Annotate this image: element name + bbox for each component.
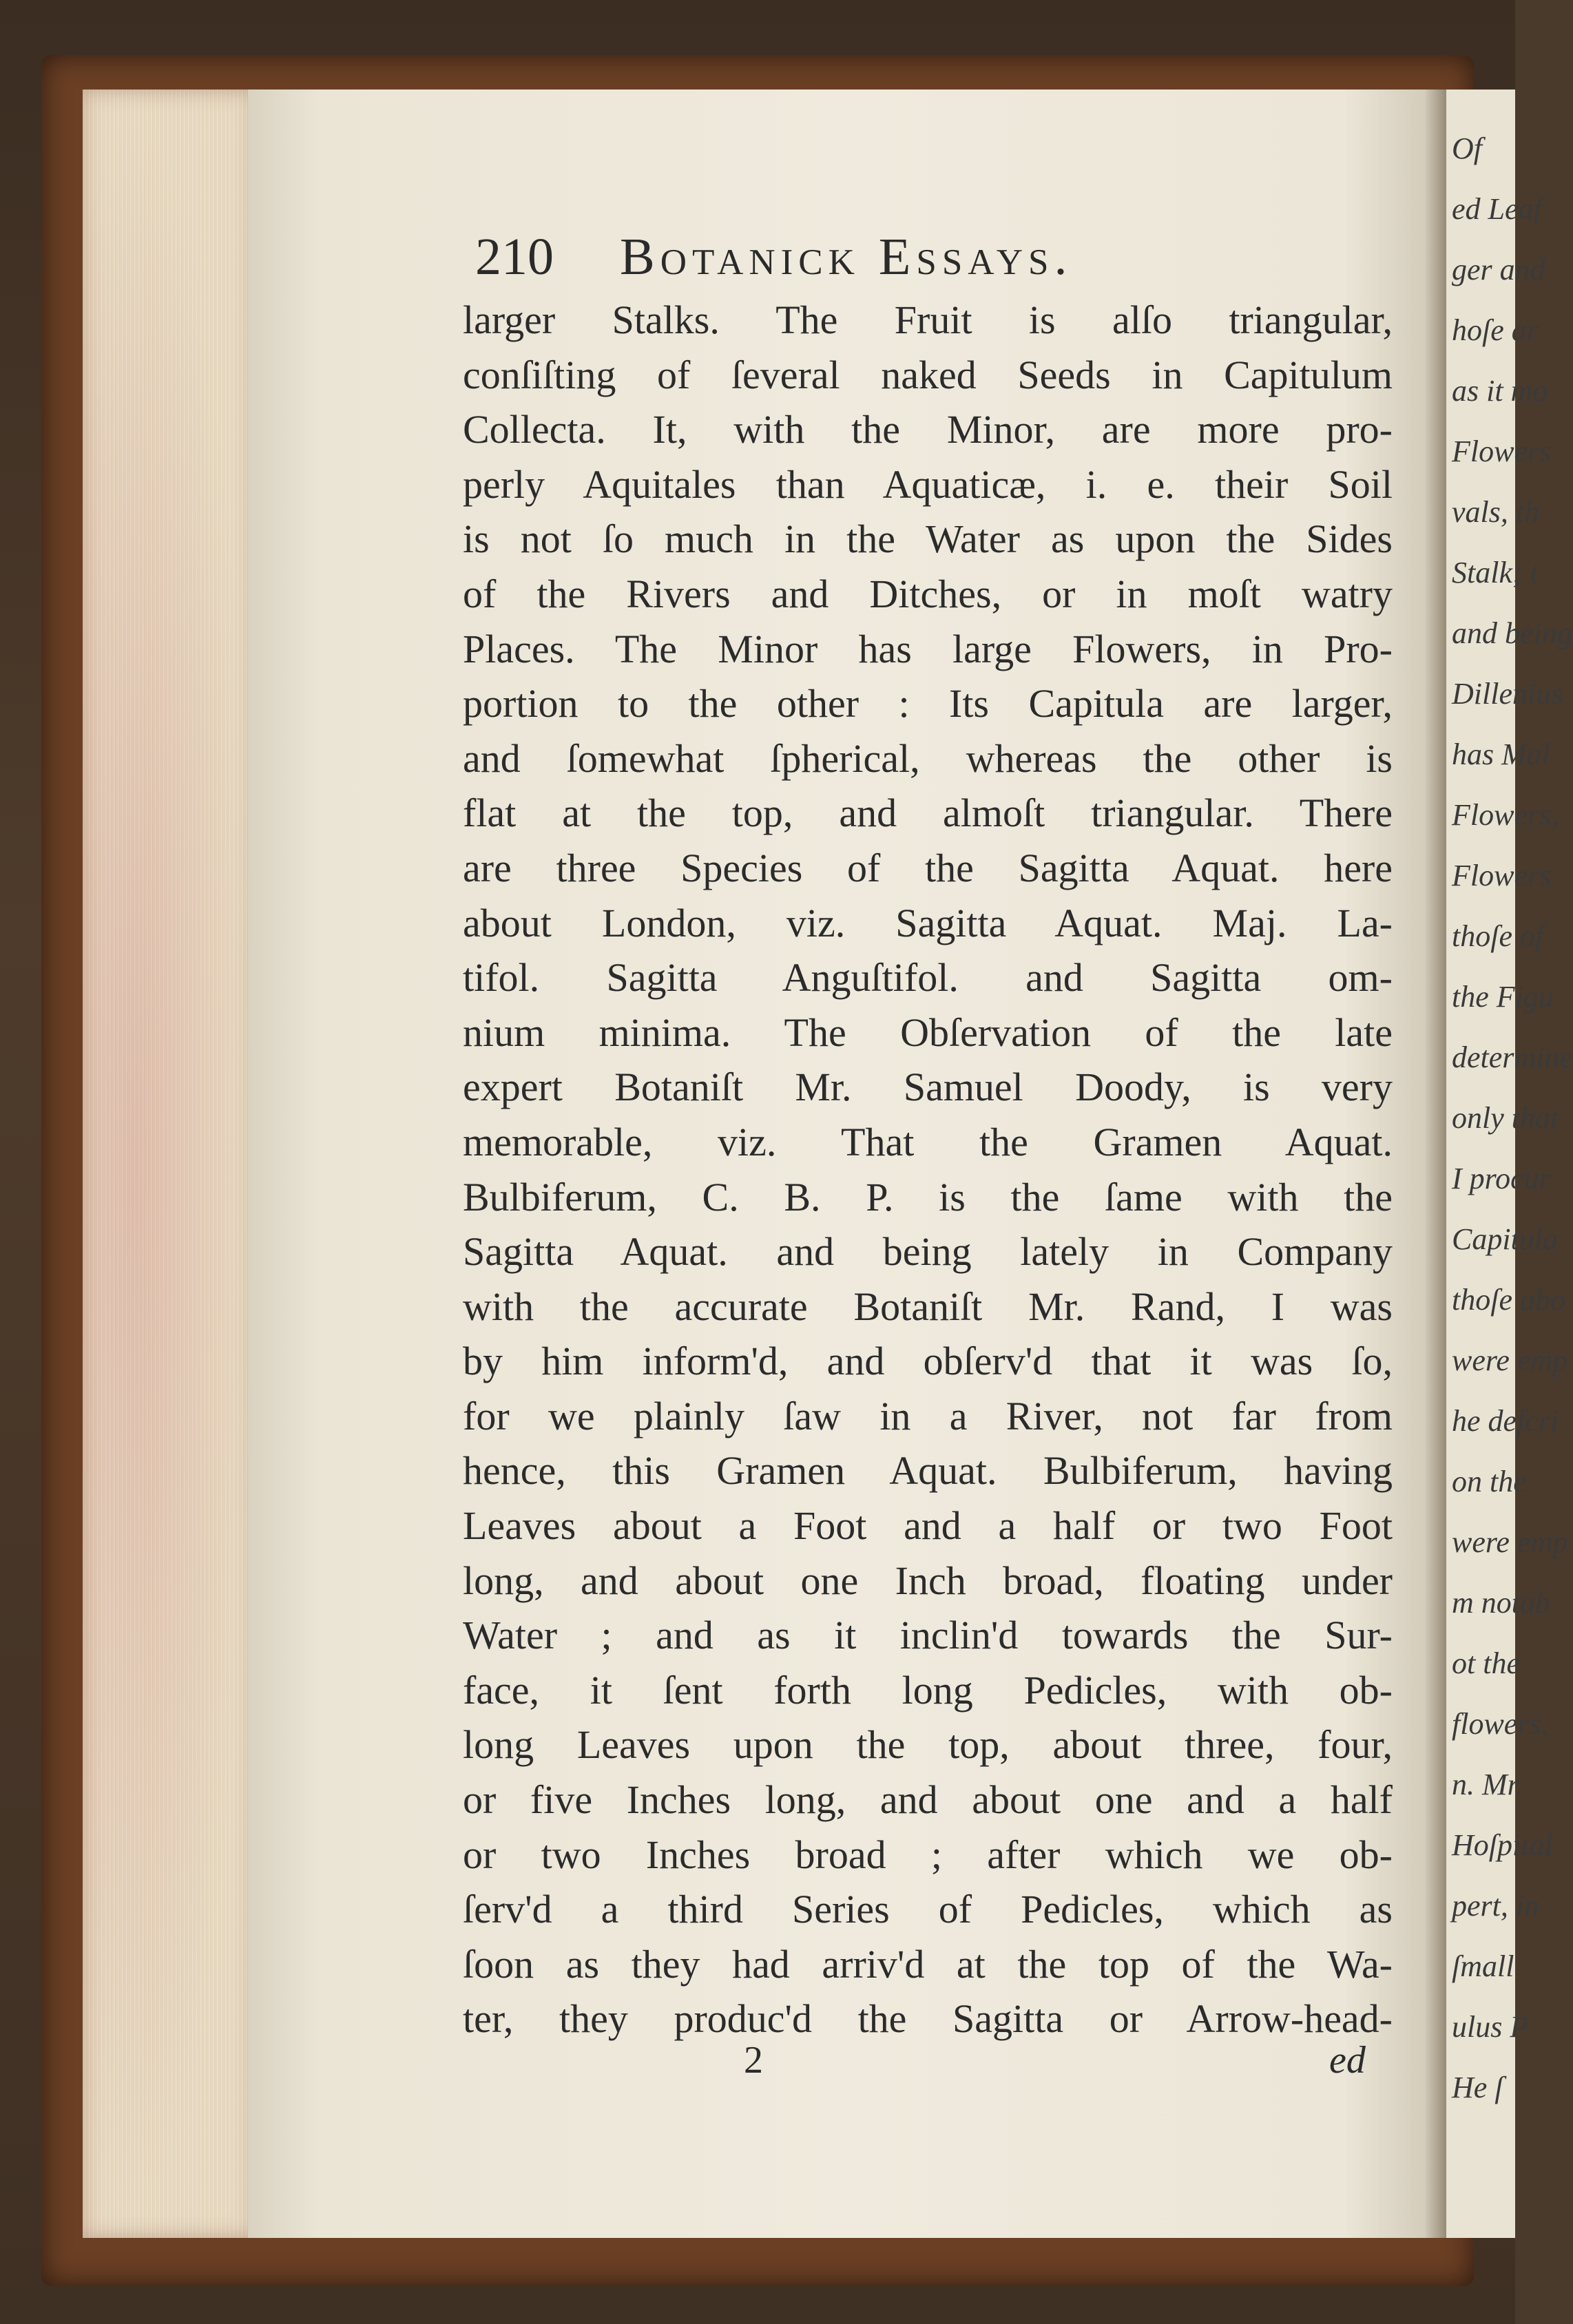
adjacent-page-fragment: He ſ — [1452, 2071, 1503, 2104]
adjacent-page-fragment: ed Leaf — [1452, 192, 1542, 226]
adjacent-page-fragment: ulus P — [1452, 2010, 1529, 2044]
adjacent-page-fragment: ot the — [1452, 1646, 1520, 1680]
adjacent-page-fragment: were emp — [1452, 1525, 1568, 1559]
text-line: with the accurate Botaniſt Mr. Rand, I was — [463, 1284, 1393, 1329]
text-line: Collecta. It, with the Minor, are more pro- — [463, 407, 1393, 452]
adjacent-page-fragment: Flowers — [1452, 435, 1552, 468]
text-line: Places. The Minor has large Flowers, in Pro- — [463, 626, 1393, 671]
text-line: tifol. Sagitta Anguſtifol. and Sagitta om- — [463, 955, 1393, 1001]
text-line: Bulbiferum, C. B. P. is the ſame with the — [463, 1174, 1393, 1219]
text-line: or two Inches broad ; after which we ob- — [463, 1832, 1393, 1877]
text-line: ſoon as they had arriv'd at the top of the Wa- — [463, 1941, 1393, 1987]
adjacent-page-fragment: thoſe of — [1452, 919, 1544, 953]
text-line: Water ; and as it inclin'd towards the Sur- — [463, 1613, 1393, 1658]
text-line: perly Aquitales than Aquaticæ, i. e. their Soil — [463, 461, 1393, 507]
adjacent-page-fragment: were emp — [1452, 1343, 1568, 1377]
adjacent-page-fragment: n. Mr. — [1452, 1768, 1523, 1801]
adjacent-page-fragment: Flowers, — [1452, 798, 1559, 832]
text-line: is not ſo much in the Water as upon the Sides — [463, 516, 1393, 562]
adjacent-page-fragment: ſmall — [1452, 1949, 1514, 1983]
text-line: expert Botaniſt Mr. Samuel Doody, is very — [463, 1065, 1393, 1110]
text-line: are three Species of the Sagitta Aquat. here — [463, 845, 1393, 890]
adjacent-page-fragment: the Figu — [1452, 980, 1554, 1014]
text-line: memorable, viz. That the Gramen Aquat. — [463, 1119, 1393, 1164]
text-line: about London, viz. Sagitta Aquat. Maj. La- — [463, 900, 1393, 945]
page-header — [475, 227, 1384, 303]
text-line: long Leaves upon the top, about three, four, — [463, 1722, 1393, 1768]
body-text — [463, 293, 1393, 2046]
text-line: hence, this Gramen Aquat. Bulbiferum, having — [463, 1448, 1393, 1494]
text-line: ter, they produc'd the Sagitta or Arrow-head- — [463, 1996, 1393, 2042]
text-line: flat at the top, and almoſt triangular. There — [463, 791, 1393, 836]
adjacent-page-fragment: m notab — [1452, 1586, 1550, 1620]
text-line: larger Stalks. The Fruit is alſo triangular, — [463, 297, 1393, 342]
adjacent-page-fragment: and being — [1452, 616, 1572, 650]
adjacent-page-fragment: Hoſpital — [1452, 1828, 1553, 1862]
text-line: Leaves about a Foot and a half or two Foot — [463, 1503, 1393, 1549]
adjacent-page-fragment: he deſcri — [1452, 1404, 1559, 1438]
adjacent-page-fragment: Dillenius — [1452, 677, 1563, 711]
text-line: conſiſting of ſeveral naked Seeds in Capitulum — [463, 352, 1393, 397]
text-line: by him inform'd, and obſerv'd that it was ſo, — [463, 1339, 1393, 1384]
adjacent-page-fragment: Stalk; t — [1452, 556, 1539, 589]
text-line: nium minima. The Obſervation of the late — [463, 1009, 1393, 1055]
text-line: for we plainly ſaw in a River, not far from — [463, 1393, 1393, 1438]
adjacent-page-fragment: vals, th — [1452, 495, 1540, 529]
adjacent-page-fragment: hoſe ar — [1452, 313, 1539, 347]
adjacent-page-fragment: Capitula — [1452, 1222, 1559, 1256]
text-line: Sagitta Aquat. and being lately in Company — [463, 1229, 1393, 1275]
text-line: ſerv'd a third Series of Pedicles, which as — [463, 1887, 1393, 1932]
running-title: Botanick Essays. — [620, 228, 1073, 286]
text-line: long, and about one Inch broad, floating under — [463, 1558, 1393, 1603]
page-number: 210 — [475, 228, 554, 286]
text-line: or five Inches long, and about one and a half — [463, 1777, 1393, 1823]
adjacent-page-fragment: has Mal — [1452, 737, 1550, 771]
signature-mark: 2 — [744, 2039, 763, 2082]
text-line: of the Rivers and Ditches, or in moſt watry — [463, 571, 1393, 616]
adjacent-page-fragment: Of — [1452, 132, 1482, 165]
adjacent-page-fragment: determine — [1452, 1040, 1573, 1074]
text-line: portion to the other : Its Capitula are larger, — [463, 681, 1393, 726]
adjacent-page-fragment: on the — [1452, 1465, 1527, 1498]
adjacent-page-fragment: ger and — [1452, 253, 1545, 286]
adjacent-page-fragment: thoſe abo — [1452, 1283, 1565, 1317]
text-line: and ſomewhat ſpherical, whereas the other is — [463, 735, 1393, 781]
adjacent-page-fragment: only that — [1452, 1101, 1559, 1135]
adjacent-page-fragment: pert, in — [1452, 1889, 1540, 1923]
adjacent-page-fragment: I procur — [1452, 1162, 1551, 1195]
text-line: face, it ſent forth long Pedicles, with ob- — [463, 1667, 1393, 1713]
catchword: ed — [1329, 2039, 1366, 2082]
adjacent-page-fragment: flowers, — [1452, 1707, 1549, 1741]
adjacent-page-fragment: as it mo — [1452, 374, 1548, 408]
adjacent-page-fragment: Flowers — [1452, 859, 1552, 892]
page-edges — [83, 90, 255, 2238]
adjacent-page — [1446, 90, 1573, 2238]
